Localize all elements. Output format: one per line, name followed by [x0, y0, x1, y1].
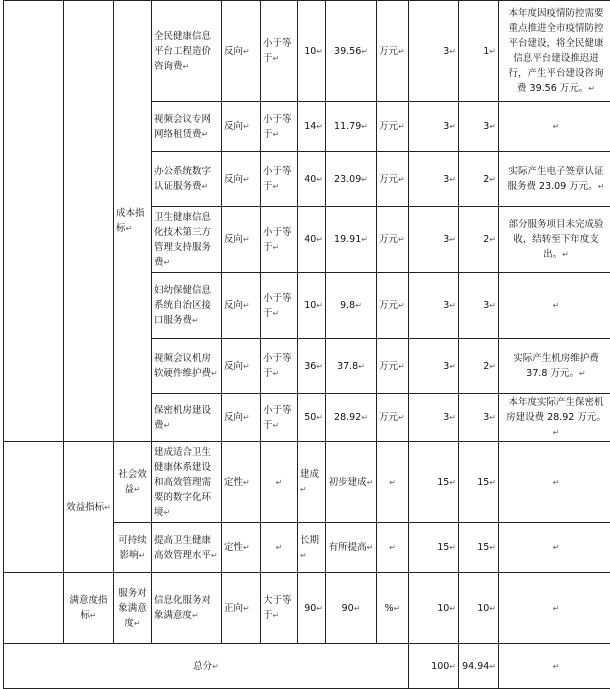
indicator-operator: 小于等于↵: [261, 152, 298, 207]
indicator-name: 信息化服务对象满意度↵: [152, 573, 222, 644]
total-row: [4, 644, 610, 689]
actual-value: 9.8↵: [326, 273, 377, 339]
indicator-nature: 正向↵: [222, 573, 261, 644]
actual-value: 90↵: [326, 573, 377, 644]
actual-value: 28.92↵: [326, 394, 377, 442]
weight: 3↵: [409, 207, 459, 273]
indicator-nature: 反向↵: [222, 152, 261, 207]
indicator-nature: 反向↵: [222, 339, 261, 394]
indicator-operator: 小于等于↵: [261, 1, 298, 102]
group-service-satisfaction: 服务对象满意度↵: [114, 573, 152, 644]
indicator-nature: 反向↵: [222, 394, 261, 442]
score: 2↵: [459, 339, 499, 394]
indicator-name: 视频会议机房软硬件维护费↵: [152, 339, 222, 394]
weight: 3↵: [409, 339, 459, 394]
score: 3↵: [459, 394, 499, 442]
total-weight: 100↵: [409, 644, 459, 689]
unit: 万元↵: [377, 394, 409, 442]
target-value: 长期↵: [298, 523, 326, 573]
target-value: 90↵: [298, 573, 326, 644]
empty-cell: [64, 1, 114, 442]
actual-value: 37.8↵: [326, 339, 377, 394]
weight: 3↵: [409, 1, 459, 102]
actual-value: 19.91↵: [326, 207, 377, 273]
remark: 实际产生电子签章认证服务费 23.09 万元。↵: [499, 152, 610, 207]
group-social-benefit: 社会效益↵: [114, 442, 152, 523]
score: 3↵: [459, 273, 499, 339]
remark: ↵: [499, 442, 610, 523]
unit: 万元↵: [377, 1, 409, 102]
indicator-name: 视频会议专网网络租赁费↵: [152, 102, 222, 152]
weight: 10↵: [409, 573, 459, 644]
indicator-name: 保密机房建设费↵: [152, 394, 222, 442]
indicator-operator: 小于等于↵: [261, 207, 298, 273]
target-value: 10↵: [298, 273, 326, 339]
weight: 3↵: [409, 102, 459, 152]
target-value: 50↵: [298, 394, 326, 442]
performance-table: [3, 0, 610, 689]
target-value: 10↵: [298, 1, 326, 102]
target-value: 40↵: [298, 152, 326, 207]
table-row: [4, 442, 610, 523]
weight: 3↵: [409, 273, 459, 339]
target-value: 40↵: [298, 207, 326, 273]
remark: 本年度实际产生保密机房建设费 28.92 万元。↵: [499, 394, 610, 442]
indicator-name: 妇幼保健信息系统自治区接口服务费↵: [152, 273, 222, 339]
indicator-operator: 小于等于↵: [261, 273, 298, 339]
unit: %↵: [377, 573, 409, 644]
empty-cell: [4, 1, 64, 442]
indicator-operator: ↵: [261, 523, 298, 573]
weight: 15↵: [409, 523, 459, 573]
indicator-nature: 定性↵: [222, 442, 261, 523]
indicator-nature: 反向↵: [222, 273, 261, 339]
unit: 万元↵: [377, 273, 409, 339]
remark: ↵: [499, 102, 610, 152]
target-value: 36↵: [298, 339, 326, 394]
indicator-operator: 大于等于↵: [261, 573, 298, 644]
indicator-nature: 反向↵: [222, 207, 261, 273]
weight: 3↵: [409, 394, 459, 442]
group-satisfaction-indicator: 满意度指标↵: [64, 573, 114, 644]
group-cost-indicator: 成本指标↵: [114, 1, 152, 442]
weight: 3↵: [409, 152, 459, 207]
actual-value: 11.79↵: [326, 102, 377, 152]
actual-value: 39.56↵: [326, 1, 377, 102]
actual-value: 初步建成↵: [326, 442, 377, 523]
indicator-nature: 定性↵: [222, 523, 261, 573]
target-value: 14↵: [298, 102, 326, 152]
group-benefit-indicator: 效益指标↵: [64, 442, 114, 573]
empty-cell: [4, 442, 64, 573]
indicator-name: 建成适合卫生健康体系建设和高效管理需要的数字化环境↵: [152, 442, 222, 523]
group-sustainable-impact: 可持续影响↵: [114, 523, 152, 573]
total-score: 94.94↵: [459, 644, 499, 689]
score: 3↵: [459, 102, 499, 152]
score: 10↵: [459, 573, 499, 644]
score: 15↵: [459, 523, 499, 573]
weight: 15↵: [409, 442, 459, 523]
unit: 万元↵: [377, 339, 409, 394]
target-value: 建成↵: [298, 442, 326, 523]
score: 15↵: [459, 442, 499, 523]
remark: ↵: [499, 273, 610, 339]
indicator-name: 办公系统数字认证服务费↵: [152, 152, 222, 207]
table-row: [4, 1, 610, 102]
unit: ↵: [377, 523, 409, 573]
remark: ↵: [499, 573, 610, 644]
remark: 本年度因疫情防控需要重点推进全市疫情防控平台建设，将全民健康信息平台建设推迟进行，产生平台建设咨询费 39.56 万元。↵: [499, 1, 610, 102]
unit: 万元↵: [377, 152, 409, 207]
score: 2↵: [459, 152, 499, 207]
total-label: 总分↵: [4, 644, 409, 689]
remark: ↵: [499, 523, 610, 573]
unit: 万元↵: [377, 102, 409, 152]
table-row: [4, 573, 610, 644]
indicator-nature: 反向↵: [222, 102, 261, 152]
actual-value: 有所提高↵: [326, 523, 377, 573]
unit: 万元↵: [377, 207, 409, 273]
indicator-operator: ↵: [261, 442, 298, 523]
total-remark: ↵: [499, 644, 610, 689]
unit: ↵: [377, 442, 409, 523]
score: 2↵: [459, 207, 499, 273]
indicator-name: 卫生健康信息化技术第三方管理支持服务费↵: [152, 207, 222, 273]
score: 1↵: [459, 1, 499, 102]
indicator-operator: 小于等于↵: [261, 339, 298, 394]
indicator-operator: 小于等于↵: [261, 102, 298, 152]
remark: 部分服务项目未完成验收，结转至下年度支出。↵: [499, 207, 610, 273]
empty-cell: [4, 573, 64, 644]
remark: 实际产生机房维护费 37.8 万元。↵: [499, 339, 610, 394]
indicator-nature: 反向↵: [222, 1, 261, 102]
actual-value: 23.09↵: [326, 152, 377, 207]
indicator-operator: 小于等于↵: [261, 394, 298, 442]
indicator-name: 提高卫生健康高效管理水平↵: [152, 523, 222, 573]
indicator-name: 全民健康信息平台工程造价咨询费↵: [152, 1, 222, 102]
